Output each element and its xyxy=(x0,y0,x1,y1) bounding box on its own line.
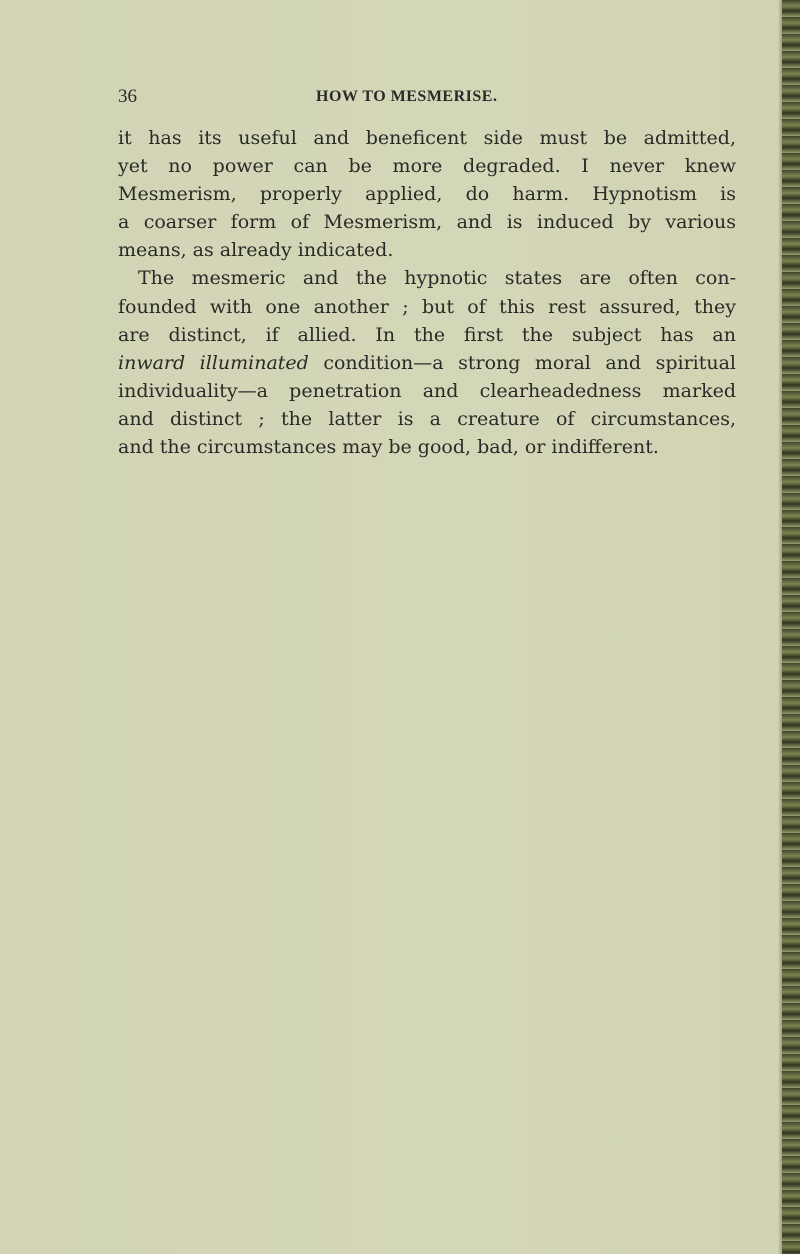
italic-phrase: inward illuminated xyxy=(118,351,309,374)
text-line: a coarser form of Mesmerism, and is induced by various xyxy=(118,211,736,234)
text-line: means, as already indicated. xyxy=(118,239,394,262)
text-run: condition—a strong moral and spiritual xyxy=(308,351,737,374)
text-line: and distinct ; the latter is a creature of circumstances, xyxy=(118,407,736,430)
body-text xyxy=(118,124,736,461)
text-line: Mesmerism, properly applied, do harm. Hypnotism is xyxy=(118,183,736,206)
page-number: 36 xyxy=(118,86,137,107)
running-title: HOW TO MESMERISE. xyxy=(316,88,498,105)
paragraph-2 xyxy=(118,264,736,461)
text-line-mixed xyxy=(118,349,736,377)
running-head xyxy=(118,86,730,114)
text-line: founded with one another ; but of this rest assured, they xyxy=(118,295,736,318)
paragraph-1 xyxy=(118,124,736,264)
text-line: it has its useful and beneficent side must be admitted, xyxy=(118,127,736,149)
text-line: and the circumstances may be good, bad, or indifferent. xyxy=(118,436,659,459)
text-line: The mesmeric and the hypnotic states are often con- xyxy=(138,267,736,290)
text-line: are distinct, if allied. In the first the subject has an xyxy=(118,323,736,346)
text-line: yet no power can be more degraded. I never knew xyxy=(118,155,736,178)
page-edge-shadow xyxy=(782,0,800,1254)
text-line: individuality—a penetration and clearheadedness marked xyxy=(118,379,736,402)
